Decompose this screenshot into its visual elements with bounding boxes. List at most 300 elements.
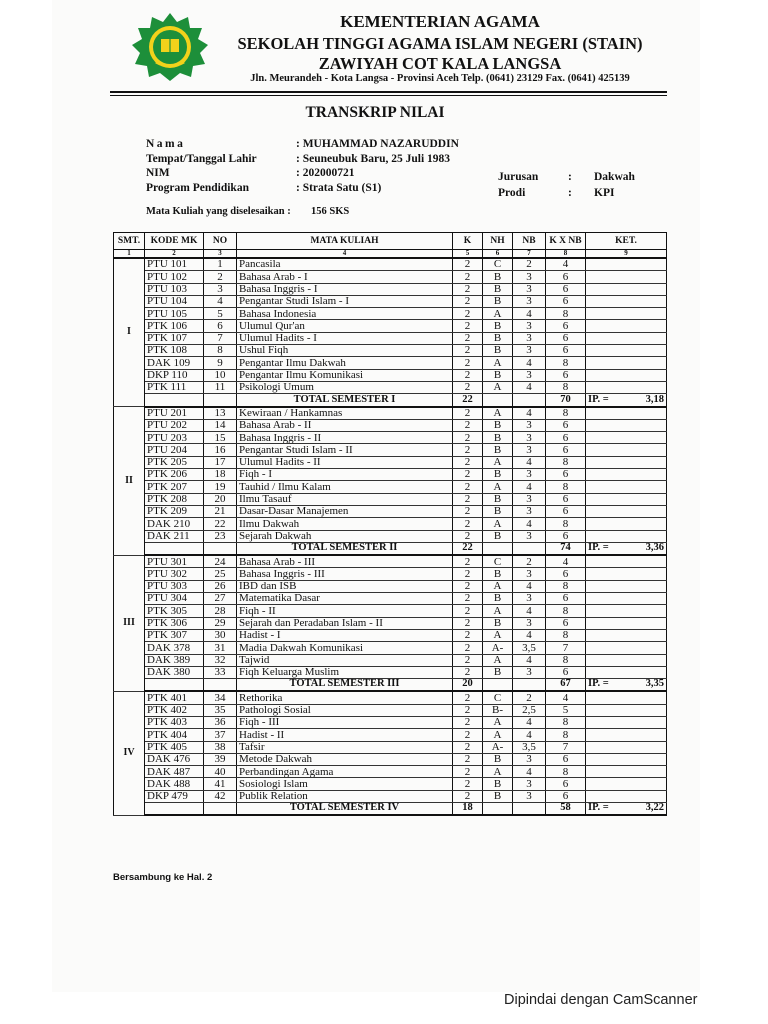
course-credits: 2: [453, 505, 483, 517]
semester-label: IV: [114, 691, 145, 815]
course-code: PTK 404: [145, 729, 204, 741]
institution-name: SEKOLAH TINGGI AGAMA ISLAM NEGERI (STAIN): [237, 34, 643, 53]
column-header: NB: [513, 233, 546, 250]
course-remark: [586, 555, 667, 568]
course-letter-grade: A: [483, 716, 513, 728]
course-name: Fiqh - III: [237, 716, 453, 728]
table-row: [114, 357, 667, 369]
course-letter-grade: B: [483, 444, 513, 456]
course-weighted-points: 6: [546, 432, 586, 444]
course-grade-point: 3: [513, 332, 546, 344]
course-number: 4: [204, 295, 237, 307]
course-credits: 2: [453, 654, 483, 666]
table-row: [114, 778, 667, 790]
course-grade-point: 4: [513, 357, 546, 369]
header-divider: [110, 91, 667, 93]
course-letter-grade: A: [483, 580, 513, 592]
course-weighted-points: 6: [546, 530, 586, 542]
course-code: PTK 208: [145, 493, 204, 505]
course-name: Pengantar Studi Islam - II: [237, 444, 453, 456]
course-grade-point: 4: [513, 729, 546, 741]
course-letter-grade: B: [483, 790, 513, 802]
course-code: PTU 103: [145, 283, 204, 295]
course-code: PTK 403: [145, 716, 204, 728]
course-grade-point: 4: [513, 654, 546, 666]
course-remark: [586, 518, 667, 530]
table-row: [114, 381, 667, 393]
course-name: Pengantar Ilmu Dakwah: [237, 357, 453, 369]
table-row: [114, 407, 667, 420]
course-grade-point: 2: [513, 691, 546, 704]
course-credits: 2: [453, 617, 483, 629]
nama-label: Nama: [146, 138, 186, 150]
course-weighted-points: 8: [546, 605, 586, 617]
course-weighted-points: 6: [546, 778, 586, 790]
course-remark: [586, 320, 667, 332]
course-name: Pengantar Studi Islam - I: [237, 295, 453, 307]
transcript-table: [113, 232, 667, 816]
course-grade-point: 4: [513, 580, 546, 592]
course-credits: 2: [453, 320, 483, 332]
course-number: 36: [204, 716, 237, 728]
course-number: 40: [204, 766, 237, 778]
course-code: PTU 302: [145, 568, 204, 580]
course-number: 27: [204, 593, 237, 605]
table-row: [114, 295, 667, 307]
course-name: Bahasa Arab - I: [237, 271, 453, 283]
course-letter-grade: C: [483, 555, 513, 568]
course-credits: 2: [453, 258, 483, 271]
semester-total-label: TOTAL SEMESTER II: [237, 542, 453, 555]
course-code: DKP 110: [145, 369, 204, 381]
course-letter-grade: C: [483, 258, 513, 271]
semester-ip: [586, 542, 667, 555]
course-remark: [586, 345, 667, 357]
course-code: PTU 105: [145, 308, 204, 320]
course-credits: 2: [453, 716, 483, 728]
course-code: DAK 488: [145, 778, 204, 790]
table-row: [114, 568, 667, 580]
course-remark: [586, 617, 667, 629]
semester-total-row: [114, 542, 667, 555]
course-name: Matematika Dasar: [237, 593, 453, 605]
course-weighted-points: 6: [546, 271, 586, 283]
semester-label: I: [114, 258, 145, 407]
table-row: [114, 617, 667, 629]
course-name: IBD dan ISB: [237, 580, 453, 592]
course-number: 24: [204, 555, 237, 568]
table-column-number-row: [114, 250, 667, 259]
course-credits: 2: [453, 530, 483, 542]
total-nb-cell: [513, 542, 546, 555]
ip-value: 3,22: [645, 802, 664, 814]
course-name: Rethorika: [237, 691, 453, 704]
course-number: 6: [204, 320, 237, 332]
course-name: Ulumul Hadits - I: [237, 332, 453, 344]
course-credits: 2: [453, 432, 483, 444]
course-weighted-points: 8: [546, 729, 586, 741]
table-row: [114, 753, 667, 765]
table-row: [114, 345, 667, 357]
course-name: Madia Dakwah Komunikasi: [237, 642, 453, 654]
course-weighted-points: 8: [546, 456, 586, 468]
course-credits: 2: [453, 357, 483, 369]
column-header: KODE MK: [145, 233, 204, 250]
course-name: Bahasa Indonesia: [237, 308, 453, 320]
course-remark: [586, 432, 667, 444]
semester-total-label: TOTAL SEMESTER III: [237, 679, 453, 692]
course-code: PTK 305: [145, 605, 204, 617]
document-title: TRANSKRIP NILAI: [305, 104, 445, 121]
course-name: Hadist - II: [237, 729, 453, 741]
semester-label: II: [114, 407, 145, 556]
course-name: Perbandingan Agama: [237, 766, 453, 778]
course-weighted-points: 6: [546, 666, 586, 678]
course-name: Pancasila: [237, 258, 453, 271]
course-credits: 2: [453, 580, 483, 592]
total-code-cell: [145, 803, 204, 816]
course-grade-point: 4: [513, 381, 546, 393]
column-number: 2: [145, 250, 204, 259]
course-credits: 2: [453, 419, 483, 431]
course-weighted-points: 6: [546, 332, 586, 344]
semester-total-row: [114, 679, 667, 692]
course-code: PTK 205: [145, 456, 204, 468]
sks-label: Mata Kuliah yang diselesaikan :: [146, 206, 291, 217]
course-weighted-points: 7: [546, 741, 586, 753]
course-remark: [586, 369, 667, 381]
course-letter-grade: A: [483, 605, 513, 617]
course-credits: 2: [453, 469, 483, 481]
table-row: [114, 790, 667, 802]
table-row: [114, 493, 667, 505]
course-grade-point: 3: [513, 432, 546, 444]
total-no-cell: [204, 679, 237, 692]
course-name: Dasar-Dasar Manajemen: [237, 505, 453, 517]
course-remark: [586, 271, 667, 283]
course-number: 33: [204, 666, 237, 678]
semester-ip: [586, 803, 667, 816]
course-letter-grade: B: [483, 432, 513, 444]
course-remark: [586, 444, 667, 456]
course-letter-grade: A-: [483, 741, 513, 753]
total-no-cell: [204, 542, 237, 555]
course-grade-point: 2,5: [513, 704, 546, 716]
course-code: DAK 380: [145, 666, 204, 678]
course-weighted-points: 6: [546, 283, 586, 295]
table-row: [114, 369, 667, 381]
nim-value: : 202000721: [296, 167, 355, 179]
course-letter-grade: A: [483, 766, 513, 778]
course-letter-grade: B: [483, 369, 513, 381]
course-weighted-points: 6: [546, 753, 586, 765]
course-number: 10: [204, 369, 237, 381]
course-weighted-points: 8: [546, 580, 586, 592]
column-number: 4: [237, 250, 453, 259]
course-remark: [586, 283, 667, 295]
course-number: 14: [204, 419, 237, 431]
course-weighted-points: 6: [546, 593, 586, 605]
course-remark: [586, 456, 667, 468]
course-number: 31: [204, 642, 237, 654]
prodi-value: KPI: [594, 187, 615, 199]
table-row: [114, 666, 667, 678]
course-remark: [586, 593, 667, 605]
course-code: PTU 303: [145, 580, 204, 592]
course-code: DAK 378: [145, 642, 204, 654]
course-code: DAK 476: [145, 753, 204, 765]
table-row: [114, 654, 667, 666]
course-weighted-points: 6: [546, 444, 586, 456]
course-name: Ulumul Qur'an: [237, 320, 453, 332]
course-weighted-points: 4: [546, 555, 586, 568]
course-grade-point: 3,5: [513, 741, 546, 753]
course-number: 30: [204, 629, 237, 641]
column-number: 8: [546, 250, 586, 259]
course-name: Bahasa Inggris - III: [237, 568, 453, 580]
course-number: 28: [204, 605, 237, 617]
course-weighted-points: 6: [546, 505, 586, 517]
course-grade-point: 4: [513, 716, 546, 728]
semester-total-credits: 22: [453, 542, 483, 555]
course-remark: [586, 580, 667, 592]
course-number: 42: [204, 790, 237, 802]
course-letter-grade: B: [483, 666, 513, 678]
course-weighted-points: 6: [546, 568, 586, 580]
course-remark: [586, 332, 667, 344]
course-weighted-points: 5: [546, 704, 586, 716]
table-row: [114, 320, 667, 332]
course-code: PTK 206: [145, 469, 204, 481]
course-weighted-points: 8: [546, 381, 586, 393]
course-letter-grade: B: [483, 419, 513, 431]
course-grade-point: 4: [513, 629, 546, 641]
course-grade-point: 3: [513, 778, 546, 790]
course-code: DAK 210: [145, 518, 204, 530]
course-name: Bahasa Inggris - II: [237, 432, 453, 444]
course-letter-grade: A: [483, 729, 513, 741]
course-name: Fiqh - I: [237, 469, 453, 481]
course-credits: 2: [453, 345, 483, 357]
course-credits: 2: [453, 381, 483, 393]
course-credits: 2: [453, 753, 483, 765]
course-grade-point: 2: [513, 555, 546, 568]
course-number: 18: [204, 469, 237, 481]
course-grade-point: 4: [513, 605, 546, 617]
course-letter-grade: B: [483, 345, 513, 357]
ip-value: 3,36: [645, 542, 664, 554]
course-letter-grade: A: [483, 629, 513, 641]
course-name: Pengantar Ilmu Komunikasi: [237, 369, 453, 381]
course-weighted-points: 6: [546, 345, 586, 357]
course-remark: [586, 295, 667, 307]
course-credits: 2: [453, 691, 483, 704]
course-weighted-points: 8: [546, 716, 586, 728]
prodi-label: Prodi: [498, 187, 526, 199]
course-credits: 2: [453, 778, 483, 790]
course-grade-point: 4: [513, 766, 546, 778]
course-name: Metode Dakwah: [237, 753, 453, 765]
course-name: Bahasa Inggris - I: [237, 283, 453, 295]
course-remark: [586, 778, 667, 790]
course-number: 3: [204, 283, 237, 295]
column-header: K: [453, 233, 483, 250]
course-code: DKP 479: [145, 790, 204, 802]
course-remark: [586, 642, 667, 654]
course-grade-point: 4: [513, 481, 546, 493]
total-code-cell: [145, 394, 204, 407]
course-grade-point: 3: [513, 469, 546, 481]
course-letter-grade: B: [483, 505, 513, 517]
table-row: [114, 741, 667, 753]
course-grade-point: 4: [513, 456, 546, 468]
course-grade-point: 3: [513, 444, 546, 456]
course-remark: [586, 666, 667, 678]
course-weighted-points: 6: [546, 419, 586, 431]
column-number: 6: [483, 250, 513, 259]
total-nh-cell: [483, 803, 513, 816]
course-number: 35: [204, 704, 237, 716]
course-grade-point: 3: [513, 593, 546, 605]
course-grade-point: 3: [513, 505, 546, 517]
course-letter-grade: B: [483, 295, 513, 307]
course-remark: [586, 790, 667, 802]
table-row: [114, 580, 667, 592]
course-letter-grade: B: [483, 530, 513, 542]
course-weighted-points: 8: [546, 481, 586, 493]
course-code: PTK 405: [145, 741, 204, 753]
total-nb-cell: [513, 394, 546, 407]
course-name: Kewiraan / Hankamnas: [237, 407, 453, 420]
course-credits: 2: [453, 518, 483, 530]
course-credits: 2: [453, 369, 483, 381]
course-letter-grade: B: [483, 320, 513, 332]
table-row: [114, 308, 667, 320]
course-remark: [586, 716, 667, 728]
course-letter-grade: C: [483, 691, 513, 704]
table-row: [114, 530, 667, 542]
table-row: [114, 642, 667, 654]
course-name: Fiqh Keluarga Muslim: [237, 666, 453, 678]
course-credits: 2: [453, 493, 483, 505]
course-name: Ilmu Dakwah: [237, 518, 453, 530]
course-weighted-points: 7: [546, 642, 586, 654]
course-weighted-points: 6: [546, 320, 586, 332]
course-code: PTK 306: [145, 617, 204, 629]
course-name: Bahasa Arab - III: [237, 555, 453, 568]
column-header: K X NB: [546, 233, 586, 250]
total-code-cell: [145, 542, 204, 555]
course-number: 34: [204, 691, 237, 704]
course-grade-point: 4: [513, 518, 546, 530]
table-row: [114, 481, 667, 493]
course-number: 16: [204, 444, 237, 456]
course-remark: [586, 654, 667, 666]
semester-total-points: 74: [546, 542, 586, 555]
course-remark: [586, 766, 667, 778]
course-grade-point: 3: [513, 271, 546, 283]
column-number: 7: [513, 250, 546, 259]
course-letter-grade: A: [483, 308, 513, 320]
course-weighted-points: 6: [546, 469, 586, 481]
course-code: PTK 402: [145, 704, 204, 716]
course-code: PTU 203: [145, 432, 204, 444]
course-grade-point: 4: [513, 308, 546, 320]
semester-label: III: [114, 555, 145, 691]
table-row: [114, 629, 667, 641]
course-number: 29: [204, 617, 237, 629]
course-credits: 2: [453, 741, 483, 753]
course-letter-grade: A: [483, 407, 513, 420]
course-name: Ushul Fiqh: [237, 345, 453, 357]
course-letter-grade: B: [483, 332, 513, 344]
course-credits: 2: [453, 729, 483, 741]
semester-total-label: TOTAL SEMESTER I: [237, 394, 453, 407]
column-number: 5: [453, 250, 483, 259]
course-credits: 2: [453, 593, 483, 605]
table-row: [114, 704, 667, 716]
course-weighted-points: 6: [546, 493, 586, 505]
program-value: : Strata Satu (S1): [296, 182, 382, 194]
course-credits: 2: [453, 456, 483, 468]
course-credits: 2: [453, 555, 483, 568]
course-code: PTK 111: [145, 381, 204, 393]
course-weighted-points: 4: [546, 258, 586, 271]
course-name: Ulumul Hadits - II: [237, 456, 453, 468]
course-number: 19: [204, 481, 237, 493]
course-remark: [586, 568, 667, 580]
course-code: DAK 389: [145, 654, 204, 666]
column-number: 3: [204, 250, 237, 259]
course-weighted-points: 8: [546, 407, 586, 420]
semester-total-row: [114, 803, 667, 816]
course-name: Tafsir: [237, 741, 453, 753]
course-credits: 2: [453, 790, 483, 802]
course-credits: 2: [453, 407, 483, 420]
course-remark: [586, 381, 667, 393]
course-letter-grade: A: [483, 381, 513, 393]
course-remark: [586, 407, 667, 420]
course-number: 21: [204, 505, 237, 517]
course-number: 17: [204, 456, 237, 468]
table-row: [114, 593, 667, 605]
jurusan-label: Jurusan: [498, 171, 539, 183]
total-nh-cell: [483, 542, 513, 555]
semester-total-row: [114, 394, 667, 407]
table-row: [114, 729, 667, 741]
course-grade-point: 3: [513, 617, 546, 629]
table-row: [114, 456, 667, 468]
table-row: [114, 716, 667, 728]
semester-total-points: 67: [546, 679, 586, 692]
course-number: 23: [204, 530, 237, 542]
course-credits: 2: [453, 629, 483, 641]
course-credits: 2: [453, 481, 483, 493]
course-code: PTK 401: [145, 691, 204, 704]
course-grade-point: 2: [513, 258, 546, 271]
course-weighted-points: 4: [546, 691, 586, 704]
table-row: [114, 691, 667, 704]
table-row: [114, 555, 667, 568]
course-letter-grade: B: [483, 778, 513, 790]
course-number: 26: [204, 580, 237, 592]
course-number: 32: [204, 654, 237, 666]
course-letter-grade: B-: [483, 704, 513, 716]
course-number: 22: [204, 518, 237, 530]
semester-ip: [586, 394, 667, 407]
course-name: Publik Relation: [237, 790, 453, 802]
course-letter-grade: B: [483, 271, 513, 283]
